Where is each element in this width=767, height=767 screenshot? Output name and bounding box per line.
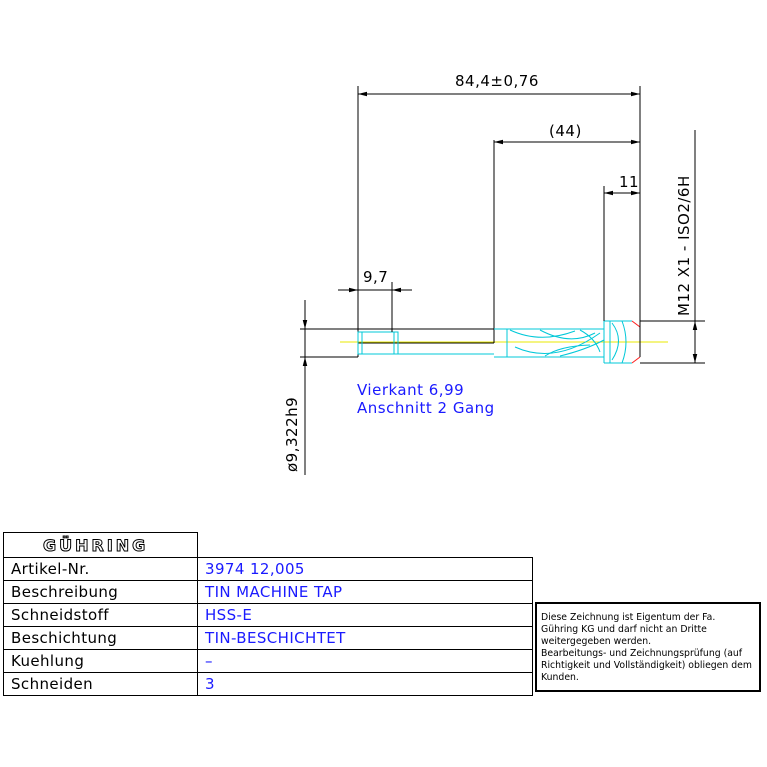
guehring-logo: GÜHRING [43, 535, 149, 555]
row-label: Schneidstoff [4, 604, 198, 627]
title-block [3, 532, 533, 696]
row-value: HSS-E [198, 604, 533, 627]
flute-section [494, 329, 604, 357]
row-label: Artikel-Nr. [4, 558, 198, 581]
thread-designation-label: M12 X1 - ISO2/6H [675, 175, 693, 316]
row-label: Beschreibung [4, 581, 198, 604]
note-chamfer: Anschnitt 2 Gang [357, 399, 495, 417]
note-square: Vierkant 6,99 [357, 381, 465, 399]
table-row [4, 558, 533, 581]
row-value: 3 [198, 673, 533, 696]
disclaimer-box [535, 602, 761, 692]
row-label: Schneiden [4, 673, 198, 696]
table-row [4, 627, 533, 650]
row-value: 3974 12,005 [198, 558, 533, 581]
disclaimer-ownership: Diese Zeichnung ist Eigentum der Fa. Gühring KG und darf nicht an Dritte weitergegeben werden. [541, 612, 716, 647]
shank [358, 140, 494, 357]
row-value: – [198, 650, 533, 673]
table-row [4, 581, 533, 604]
dim-overall-label: 84,4±0,76 [455, 72, 539, 90]
row-label: Kuehlung [4, 650, 198, 673]
disclaimer-review: Bearbeitungs- und Zeichnungsprüfung (auf Richtigkeit und Vollständigkeit) obliegen dem Kunden. [541, 648, 752, 683]
extension-lines [300, 86, 705, 363]
dim-chamfer-label: 11 [619, 173, 640, 191]
row-value: TIN-BESCHICHTET [198, 627, 533, 650]
logo-cell [4, 533, 198, 558]
dim-square-label: 9,7 [363, 268, 389, 286]
row-value: TIN MACHINE TAP [198, 581, 533, 604]
table-row [4, 650, 533, 673]
dim-shank-label: (44) [549, 122, 582, 140]
table-row [4, 604, 533, 627]
row-label: Beschichtung [4, 627, 198, 650]
table-row [4, 673, 533, 696]
dim-diameter-label: ø9,322h9 [283, 396, 301, 472]
